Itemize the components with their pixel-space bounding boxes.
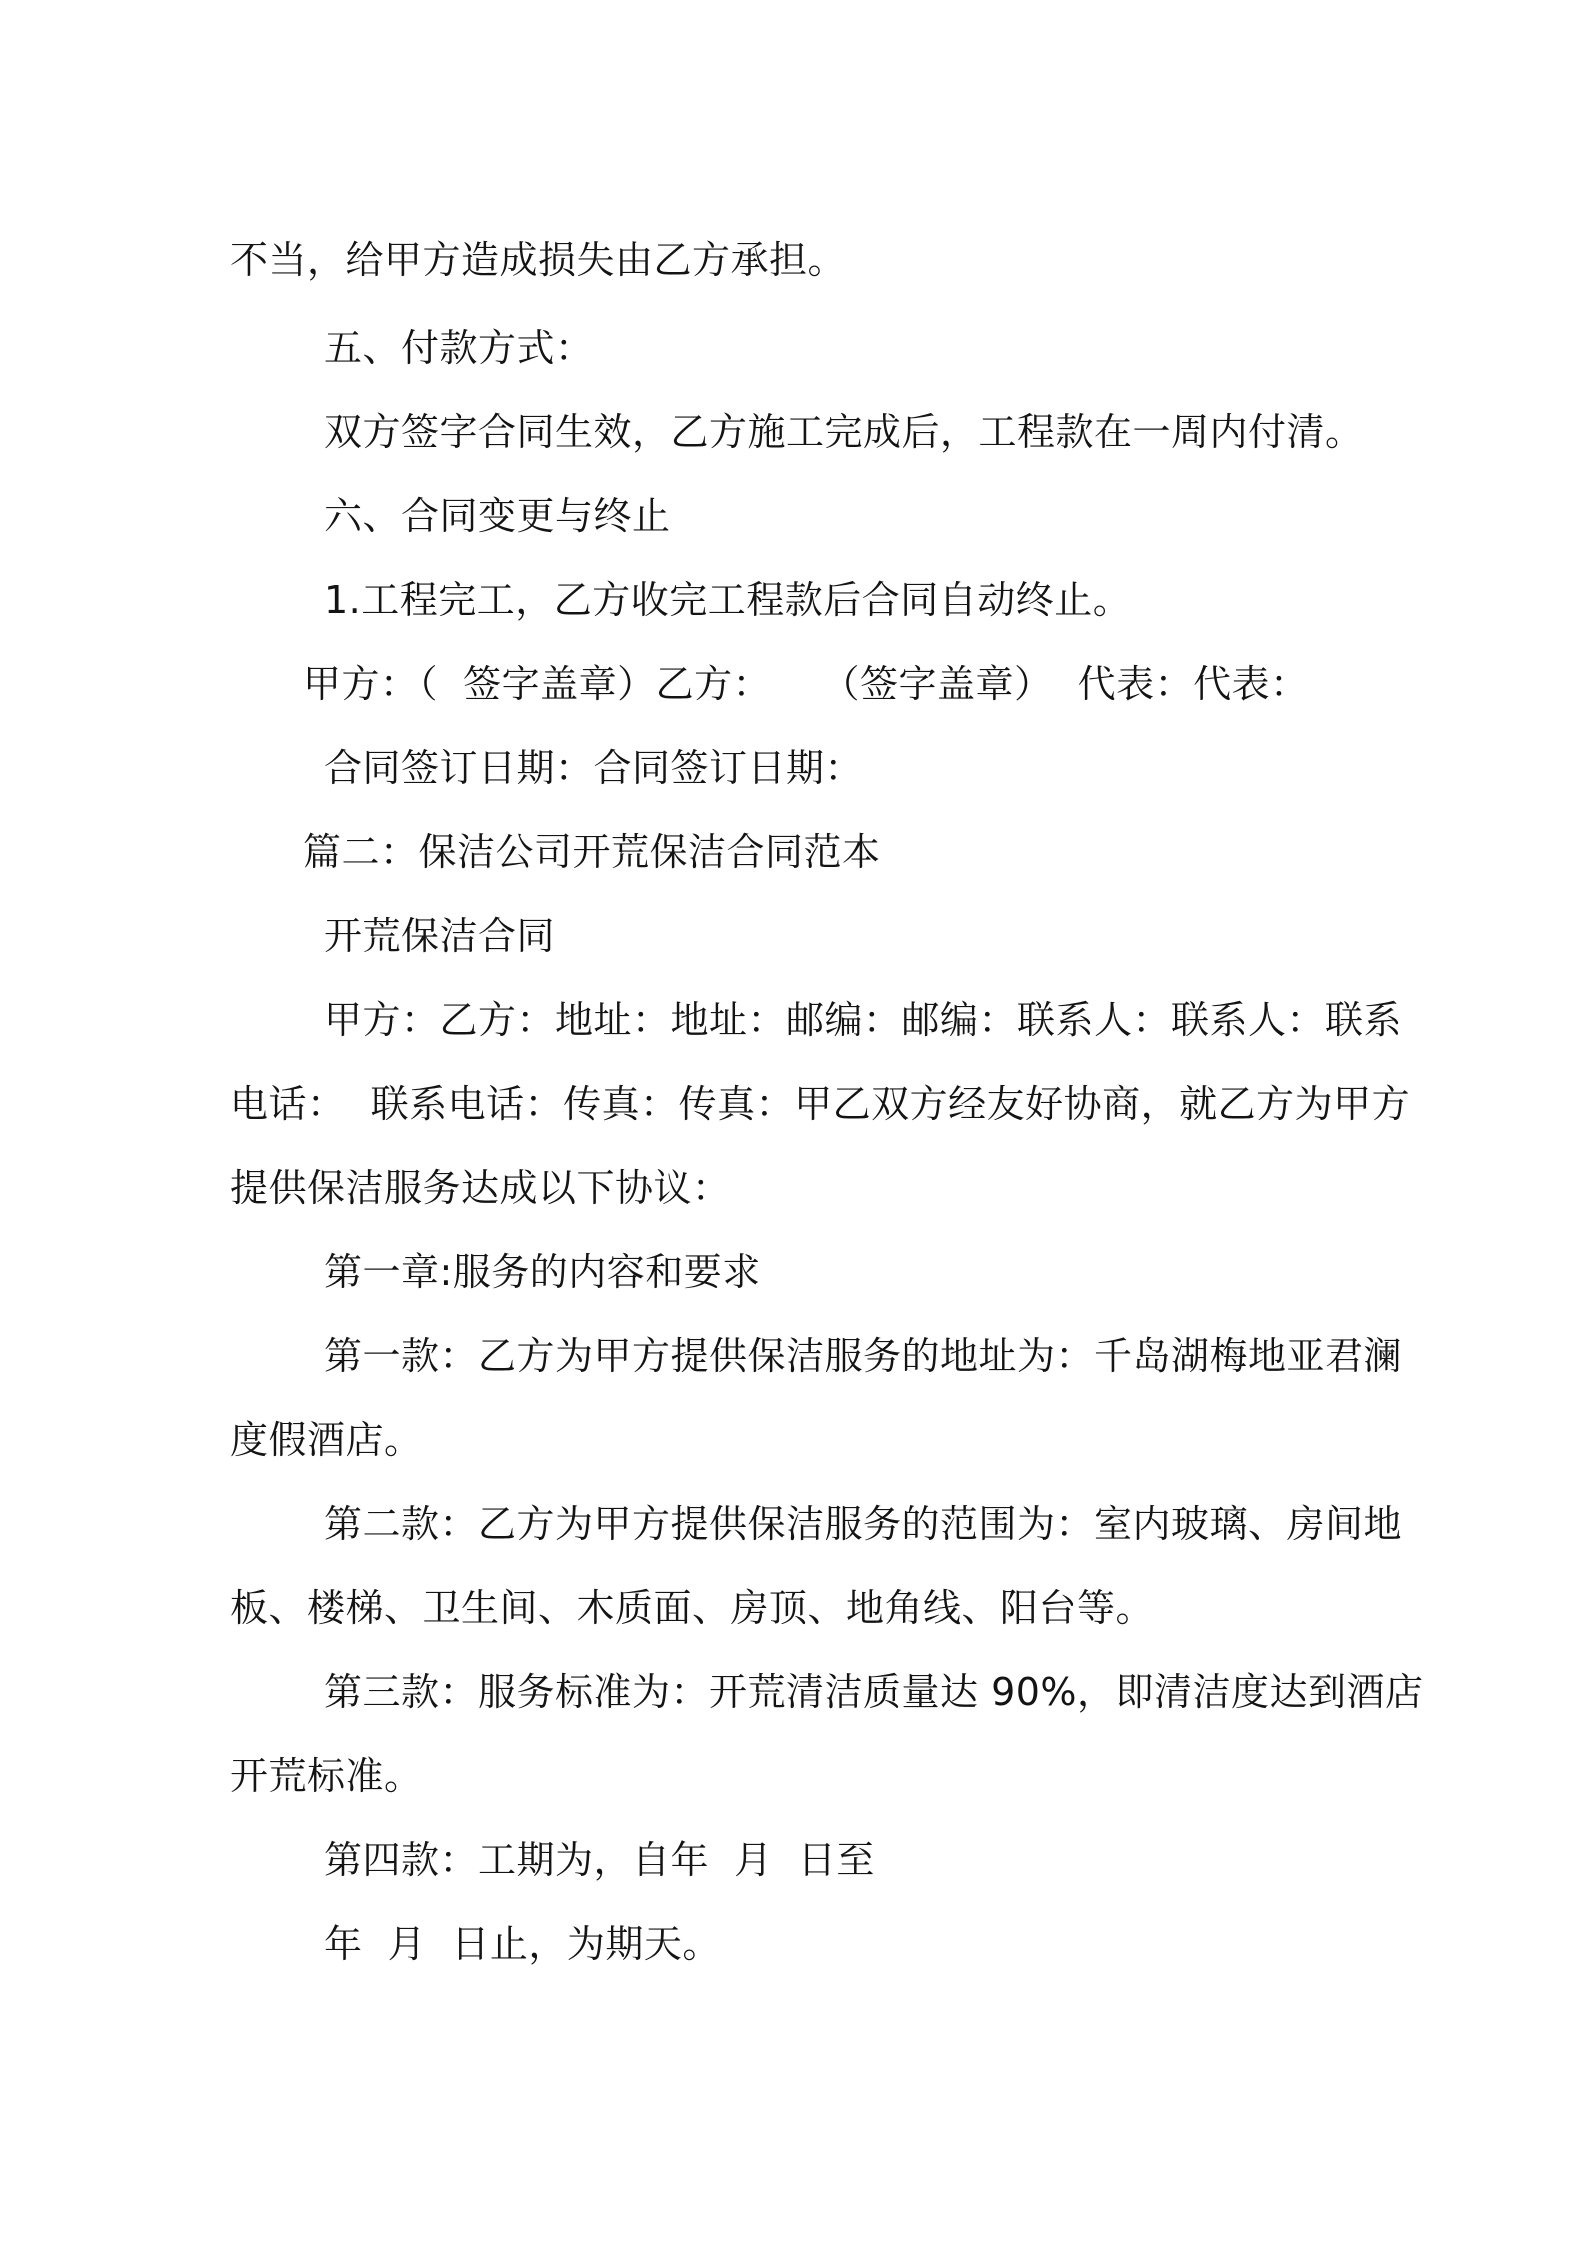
text-line: 1.工程完工，乙方收完工程款后合同自动终止。 [324, 578, 1132, 622]
text-line: 提供保洁服务达成以下协议： [230, 1166, 731, 1210]
clause-line: 第四款：工期为，自年 月 日至 [324, 1838, 875, 1882]
text-line: 度假酒店。 [230, 1418, 423, 1462]
text-line: 甲方：乙方：地址：地址：邮编：邮编：联系人：联系人：联系 [324, 998, 1403, 1042]
text-line: 板、楼梯、卫生间、木质面、房顶、地角线、阳台等。 [230, 1586, 1155, 1630]
signature-line: 甲方：（ 签字盖章）乙方： （签字盖章） 代表：代表： [303, 662, 1309, 706]
chapter-heading: 篇二：保洁公司开荒保洁合同范本 [303, 830, 881, 874]
text-line: 双方签字合同生效，乙方施工完成后，工程款在一周内付清。 [324, 410, 1364, 454]
clause-line: 第三款：服务标准为：开荒清洁质量达 90%，即清洁度达到酒店 [324, 1670, 1424, 1714]
chapter-heading: 第一章:服务的内容和要求 [324, 1250, 761, 1294]
text-line: 电话： 联系电话：传真：传真：甲乙双方经友好协商，就乙方为甲方 [230, 1082, 1411, 1126]
clause-line: 第一款：乙方为甲方提供保洁服务的地址为：千岛湖梅地亚君澜 [324, 1334, 1403, 1378]
text-line: 不当，给甲方造成损失由乙方承担。 [230, 238, 847, 282]
section-heading: 五、付款方式： [324, 326, 594, 370]
section-heading: 六、合同变更与终止 [324, 494, 671, 538]
text-line: 年 月 日止，为期天。 [324, 1922, 721, 1966]
clause-line: 第二款：乙方为甲方提供保洁服务的范围为：室内玻璃、房间地 [324, 1502, 1403, 1546]
contract-title: 开荒保洁合同 [324, 914, 556, 958]
signing-date-line: 合同签订日期：合同签订日期： [324, 746, 864, 790]
text-line: 开荒标准。 [230, 1754, 423, 1798]
